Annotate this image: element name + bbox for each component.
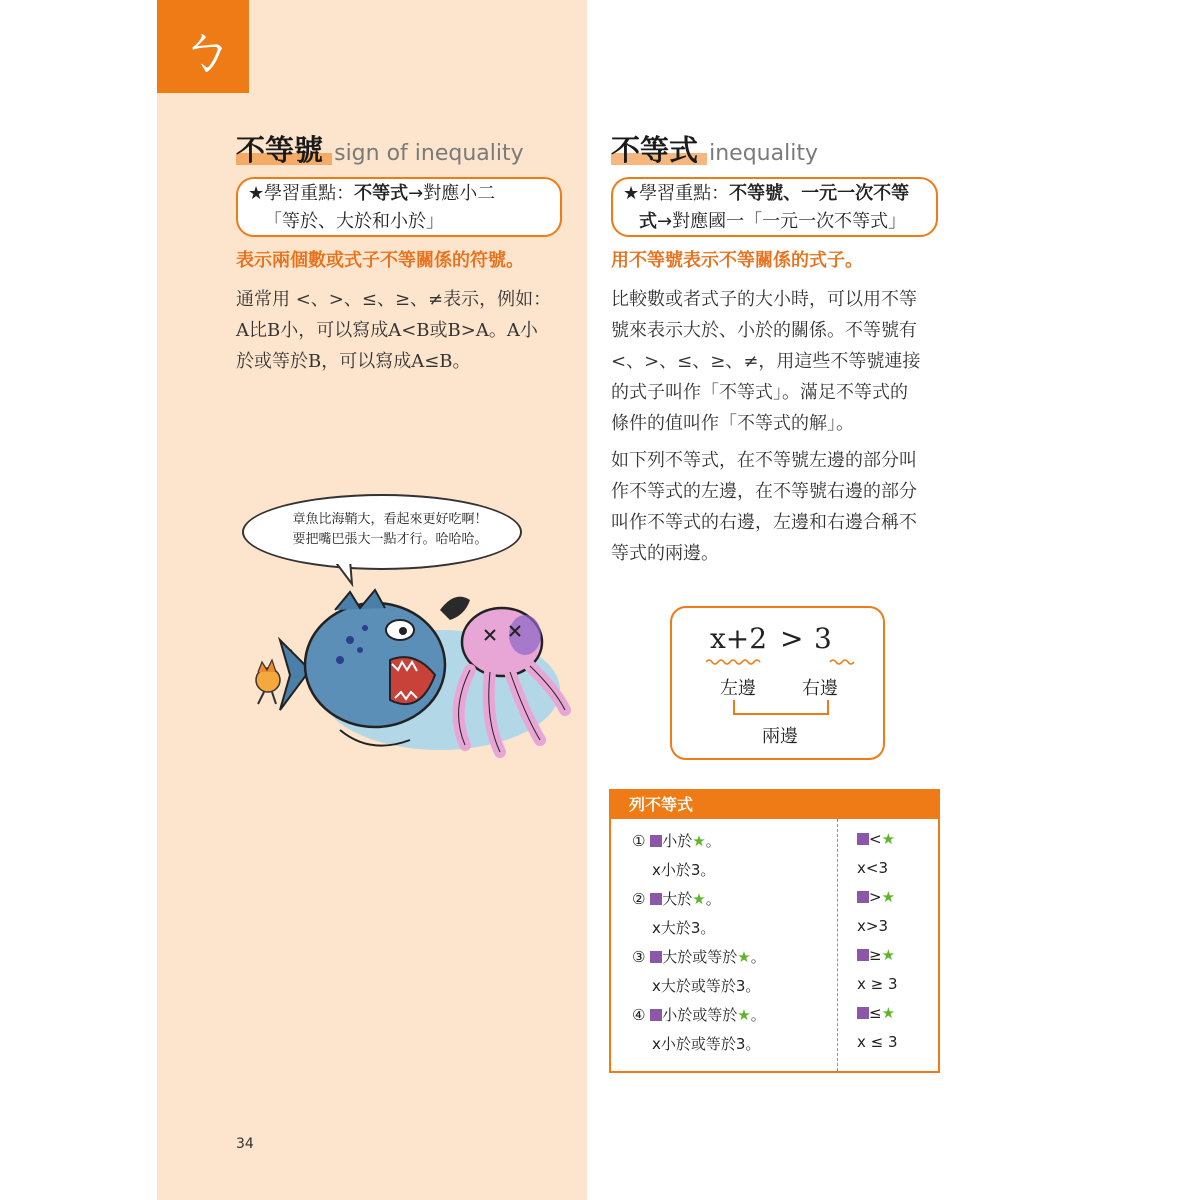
row-symbol (857, 830, 895, 848)
table-row (632, 830, 721, 851)
body-line: 叫作不等式的右邊，左邊和右邊合稱不 (611, 512, 917, 533)
left-heading (236, 128, 524, 169)
square-icon (650, 1009, 662, 1021)
row-example: x大於3。 (652, 919, 716, 937)
left-body (236, 284, 566, 377)
row-number: ③ (632, 948, 646, 966)
body-line: 條件的值叫作「不等式的解」。 (611, 413, 854, 434)
body-line: 比較數或者式子的大小時，可以用不等 (611, 289, 917, 310)
star-icon: ★ (737, 1006, 751, 1024)
key-prefix: ★學習重點： (248, 183, 355, 204)
bubble-line: 要把嘴巴張大一點才行。哈哈哈。 (292, 532, 488, 547)
key-rest-2: 「等於、大於和小於」 (264, 211, 444, 232)
body-line: <、>、≤、≥、≠，用這些不等號連接 (611, 351, 921, 372)
left-heading-en: sign of inequality (334, 141, 524, 166)
table-row (632, 1004, 766, 1025)
square-icon (857, 949, 869, 961)
body-line: 如下列不等式，在不等號左邊的部分叫 (611, 450, 917, 471)
key-rest: →對應小二 (408, 183, 496, 204)
body-line: 號來表示大於、小於的關係。不等號有 (611, 320, 917, 341)
equation-sign: > (780, 622, 804, 655)
left-key-point (236, 177, 562, 237)
row-sym: < (869, 830, 882, 848)
row-period: 。 (750, 948, 766, 966)
row-symbol (857, 888, 895, 906)
right-key-point (611, 177, 938, 237)
row-word: 小於 (662, 832, 693, 850)
row-symbol-example: x>3 (857, 917, 888, 935)
row-sym: ≥ (869, 946, 882, 964)
square-icon (650, 893, 662, 905)
row-period: 。 (750, 1006, 766, 1024)
row-period: 。 (705, 832, 721, 850)
star-icon: ★ (692, 890, 706, 908)
cartoon-fish-octopus-illustration (240, 580, 580, 760)
row-number: ① (632, 832, 646, 850)
equation-box (670, 606, 885, 760)
star-icon: ★ (881, 946, 896, 964)
square-icon (650, 951, 662, 963)
right-side-label: 右邊 (802, 678, 838, 699)
equation-right: 3 (814, 622, 832, 655)
row-word: 大於 (662, 890, 693, 908)
row-word: 大於或等於 (662, 948, 738, 966)
star-icon: ★ (737, 948, 751, 966)
right-heading-en: inequality (709, 141, 818, 166)
square-icon (650, 835, 662, 847)
bubble-text (270, 510, 510, 550)
row-example: x大於或等於3。 (652, 977, 761, 995)
key-bold: 不等式 (354, 183, 409, 204)
row-word: 小於或等於 (662, 1006, 738, 1024)
page-number: 34 (236, 1136, 254, 1152)
key-rest-2: →對應國一「一元一次不等式」 (657, 211, 907, 232)
row-example: x小於3。 (652, 861, 716, 879)
row-number: ④ (632, 1006, 646, 1024)
right-heading-zh: 不等式 (611, 133, 699, 167)
body-line: 等式的兩邊。 (611, 543, 719, 564)
row-symbol-example: x ≥ 3 (857, 975, 898, 993)
row-sym: > (869, 888, 882, 906)
left-heading-zh: 不等號 (236, 133, 324, 167)
star-icon: ★ (881, 1004, 896, 1022)
body-line: A比B小，可以寫成A<B或B>A。A小 (236, 320, 538, 341)
row-example: x小於或等於3。 (652, 1035, 761, 1053)
star-icon: ★ (692, 832, 706, 850)
left-side-label: 左邊 (720, 678, 756, 699)
right-heading (611, 128, 818, 169)
row-number: ② (632, 890, 646, 908)
star-icon: ★ (881, 830, 896, 848)
row-symbol (857, 1004, 895, 1022)
row-period: 。 (705, 890, 721, 908)
row-symbol (857, 946, 895, 964)
row-sym: ≤ (869, 1004, 882, 1022)
table-header (611, 791, 938, 819)
body-line: 的式子叫作「不等式」。滿足不等式的 (611, 382, 908, 403)
both-sides-label: 兩邊 (762, 726, 798, 747)
section-tab (157, 0, 249, 93)
tab-glyph: ㄅ (179, 19, 233, 82)
bracket-icon (732, 700, 832, 720)
left-definition: 表示兩個數或式子不等關係的符號。 (236, 250, 524, 271)
row-symbol-example: x<3 (857, 859, 888, 877)
square-icon (857, 891, 869, 903)
equation-left: x+2 (710, 622, 768, 655)
table-title: 列不等式 (629, 795, 694, 814)
key-bold: 不等號、一元一次不等 (729, 183, 910, 204)
square-icon (857, 833, 869, 845)
wavy-underline-icon (706, 658, 856, 666)
right-definition: 用不等號表示不等關係的式子。 (611, 250, 863, 271)
body-line: 通常用 <、>、≤、≥、≠表示，例如： (236, 289, 552, 310)
table-row (632, 888, 721, 909)
right-body (611, 284, 946, 569)
square-icon (857, 1007, 869, 1019)
table-divider (837, 819, 838, 1071)
body-line: 於或等於B，可以寫成A≤B。 (236, 351, 471, 372)
bubble-line: 章魚比海鞘大，看起來更好吃啊！ (292, 512, 488, 527)
row-symbol-example: x ≤ 3 (857, 1033, 898, 1051)
table-row (632, 946, 766, 967)
star-icon: ★ (881, 888, 896, 906)
key-prefix: ★學習重點： (623, 183, 730, 204)
body-line: 作不等式的左邊，在不等號右邊的部分 (611, 481, 917, 502)
key-bold-2: 式 (639, 211, 657, 232)
